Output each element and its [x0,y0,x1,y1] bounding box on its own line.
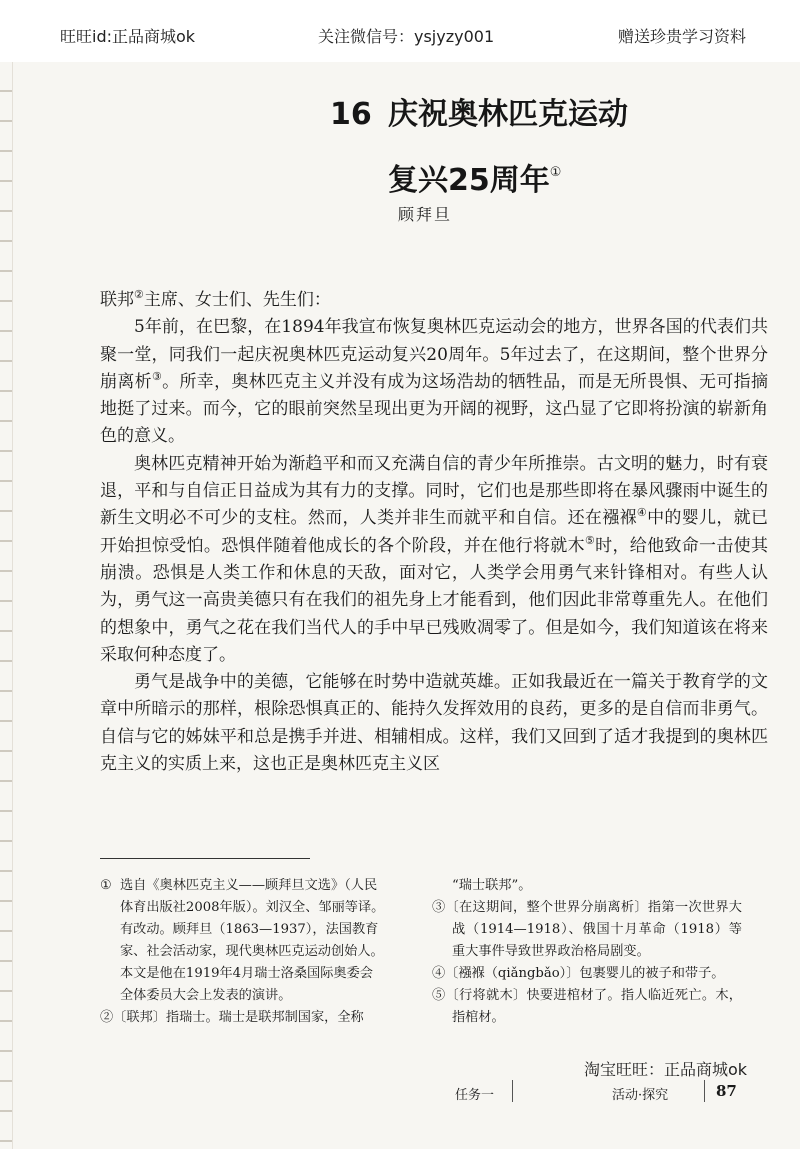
footnote-2: ②〔联邦〕指瑞士。瑞士是联邦制国家，全称 [100,1010,364,1025]
speech-body [100,287,768,778]
watermark-gift: 赠送珍贵学习资料 [618,27,747,46]
top-watermark-bar [0,0,800,62]
footnote-mark-2: ② [134,288,144,301]
footnote-3: ③〔在这期间，整个世界分崩离析〕指第一次世界大战（1914—1918）、俄国十月革命（1918）等重大事件导致世界政治格局剧变。 [432,900,742,959]
title-footnote-mark: ① [549,165,562,180]
footnote-4: ④〔襁褓（qiǎngbǎo）〕包裹婴儿的被子和带子。 [432,966,725,981]
footnotes-left-column: ① 选自《奥林匹克主义——顾拜旦文选》（人民 体育出版社2008年版）。刘汉全、邹丽等译。 有改动。顾拜旦（1863—1937），法国教育 家、社会活动家，现代奥林匹克运动创始人。 本文是他在1919年4月瑞士洛桑国际奥委会 全体委员大会上发表的演讲。 ②〔联邦〕指瑞士。瑞士是联邦制国家，全称 [100,875,406,1029]
footer-activity-label: 活动·探究 [612,1088,669,1103]
footer-divider-2 [704,1080,705,1102]
watermark-shop-id: 旺旺id:正品商城ok [60,27,196,46]
footer-divider [512,1080,513,1102]
shop-watermark: 淘宝旺旺：正品商城ok [584,1060,748,1079]
author-name: 顾拜旦 [398,205,453,224]
footnote-mark-4: ④ [636,506,648,520]
lesson-number: 16 [330,97,372,132]
footnote-2-continuation: “瑞士联邦”。 [452,878,532,893]
footer-section-label: 任务一 [455,1088,495,1103]
page-title [330,86,770,210]
paragraph-3: 勇气是战争中的美德，它能够在时势中造就英雄。正如我最近在一篇关于教育学的文章中所暗示的那样，根除恐惧真正的、能持久发挥效用的良药，更多的是自信而非勇气。自信与它的姊妹平和总是携手并进、相辅相成。这样，我们又回到了适才我提到的奥林匹克主义的实质上来，这也正是奥林匹克主义区 [100,672,768,775]
footnote-divider [100,858,310,859]
footnote-5: ⑤〔行将就木〕快要进棺材了。指人临近死亡。木，指棺材。 [432,988,742,1025]
paragraph-1: 5年前，在巴黎，在1894年我宣布恢复奥林匹克运动会的地方，世界各国的代表们共聚一堂，同我们一起庆祝奥林匹克运动复兴20周年。5年过去了，在这期间，整个世界分崩离析③。所幸，奥林匹克主义并没有成为这场浩劫的牺牲品，而是无所畏惧、无可指摘地挺了过来。而今，它的眼前突然呈现出更为开阔的视野，这凸显了它即将扮演的崭新角色的意义。 [100,317,769,447]
title-line-2: 复兴25周年 [388,163,550,198]
footnote-mark-5: ⑤ [584,533,596,547]
watermark-wechat: 关注微信号：ysjyzy001 [318,27,495,46]
page-number: 87 [716,1082,737,1100]
salutation: 联邦②主席、女士们、先生们： [100,288,331,310]
paragraph-2: 奥林匹克精神开始为渐趋平和而又充满自信的青少年所推崇。古文明的魅力，时有衰退，平和与自信正日益成为其有力的支撑。同时，它们也是那些即将在暴风骤雨中诞生的新生文明必不可少的支柱。然而，人类并非生而就平和自信。还在襁褓④中的婴儿，就已开始担惊受怕。恐惧伴随着他成长的各个阶段，并在他行将就木⑤时，给他致命一击使其崩溃。恐惧是人类工作和休息的天敌，面对它，人类学会用勇气来针锋相对。有些人认为，勇气这一高贵美德只有在我们的祖先身上才能看到，他们因此非常尊重先人。在他们的想象中，勇气之花在我们当代人的手中早已残败凋零了。但是如今，我们知道该在将来采取何种态度了。 [100,453,768,665]
footnote-1: ① 选自《奥林匹克主义——顾拜旦文选》（人民 [100,878,378,893]
footnotes-right-column [432,875,742,1029]
binding-edge [0,62,13,1149]
footnote-mark-3: ③ [151,369,163,383]
title-line-1: 庆祝奥林匹克运动 [388,97,628,132]
